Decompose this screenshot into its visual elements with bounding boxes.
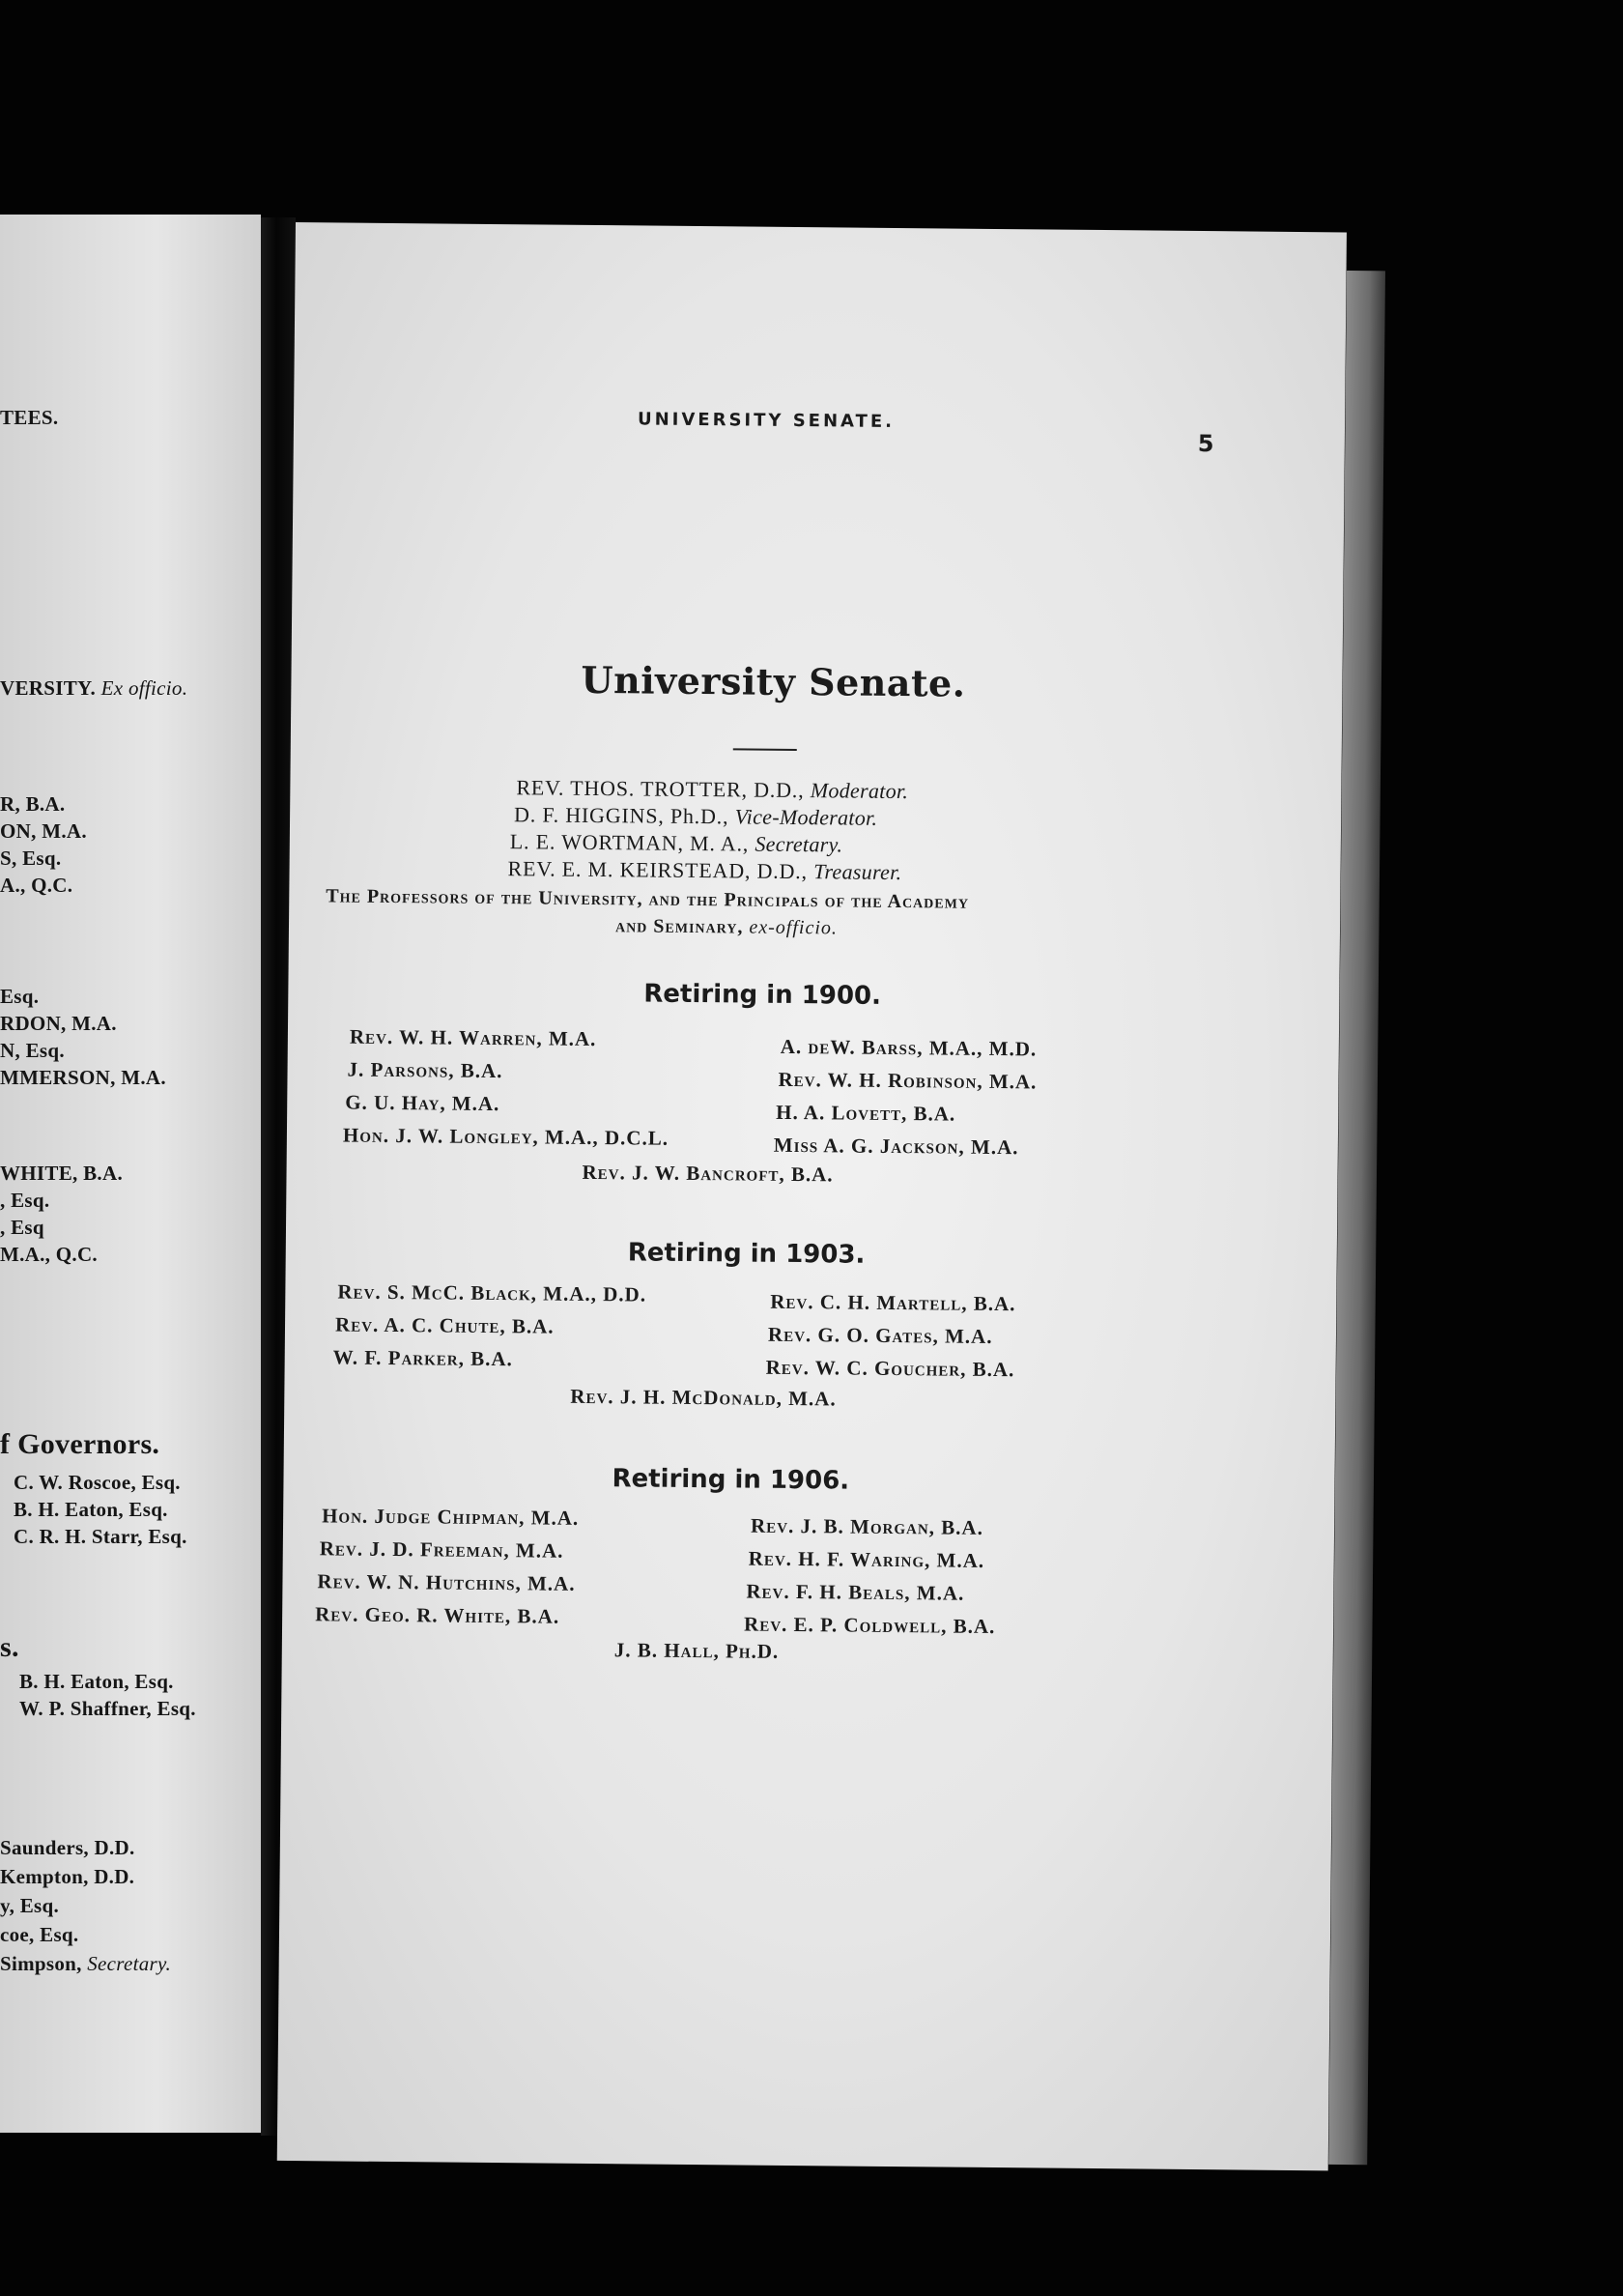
senate-member: H. A. Lovett, B.A. <box>776 1100 956 1126</box>
senate-member: Rev. W. H. Warren, M.A. <box>349 1024 597 1051</box>
ex-officio-line: and Seminary, ex-officio. <box>614 915 839 939</box>
senate-member: Rev. W. H. Robinson, M.A. <box>778 1067 1038 1094</box>
ex-officio-line: The Professors of the University, and the Principals of the Academy <box>326 885 970 913</box>
left-line: R, B.A. <box>0 792 66 816</box>
section-heading: Retiring in 1906. <box>612 1464 850 1496</box>
page-number: 5 <box>1197 429 1214 458</box>
senate-member: A. deW. Barss, M.A., M.D. <box>780 1034 1038 1061</box>
senate-member: W. F. Parker, B.A. <box>332 1345 513 1371</box>
senate-member: Rev. S. McC. Black, M.A., D.D. <box>337 1279 647 1306</box>
senate-member: J. Parsons, B.A. <box>347 1057 503 1083</box>
senate-member: Rev. G. O. Gates, M.A. <box>767 1322 993 1348</box>
senate-member: Rev. C. H. Martell, B.A. <box>770 1289 1016 1316</box>
officer-line: L. E. WORTMAN, M. A., Secretary. <box>509 829 843 857</box>
section-heading: Retiring in 1903. <box>627 1238 866 1270</box>
senate-member: G. U. Hay, M.A. <box>345 1090 500 1116</box>
left-line: A., Q.C. <box>0 874 73 897</box>
title-rule <box>733 748 797 751</box>
left-line: , Esq <box>0 1216 44 1239</box>
senate-member: Rev. J. B. Morgan, B.A. <box>750 1513 984 1539</box>
left-line: Esq. <box>0 985 40 1008</box>
left-line: Simpson, Secretary. <box>0 1952 172 1975</box>
left-line: W. P. Shaffner, Esq. <box>19 1697 196 1720</box>
senate-member: Rev. J. W. Bancroft, B.A. <box>582 1160 834 1187</box>
left-line: RDON, M.A. <box>0 1012 117 1035</box>
left-line: C. R. H. Starr, Esq. <box>14 1525 187 1548</box>
senate-member: Rev. J. D. Freeman, M.A. <box>319 1536 564 1563</box>
running-head: UNIVERSITY SENATE. <box>637 409 896 432</box>
senate-member: Rev. Geo. R. White, B.A. <box>315 1602 560 1628</box>
right-page <box>277 222 1347 2170</box>
section-heading: Retiring in 1900. <box>643 979 882 1011</box>
senate-member: Rev. E. P. Coldwell, B.A. <box>743 1612 996 1639</box>
left-line: B. H. Eaton, Esq. <box>19 1670 174 1693</box>
left-line: C. W. Roscoe, Esq. <box>14 1471 181 1494</box>
senate-member: Rev. H. F. Waring, M.A. <box>748 1546 985 1572</box>
left-line: VERSITY. Ex officio. <box>0 676 188 700</box>
left-line: TEES. <box>0 406 59 429</box>
left-line: ON, M.A. <box>0 819 87 843</box>
left-line: N, Esq. <box>0 1039 65 1062</box>
left-line: Saunders, D.D. <box>0 1836 135 1859</box>
left-line: B. H. Eaton, Esq. <box>14 1498 168 1521</box>
left-line: M.A., Q.C. <box>0 1243 98 1266</box>
left-line: coe, Esq. <box>0 1923 79 1946</box>
left-line: y, Esq. <box>0 1894 60 1917</box>
senate-member: Rev. F. H. Beals, M.A. <box>746 1579 965 1605</box>
page-title: University Senate. <box>581 657 966 705</box>
officer-line: REV. E. M. KEIRSTEAD, D.D., Treasurer. <box>507 856 902 885</box>
officer-line: D. F. HIGGINS, Ph.D., Vice-Moderator. <box>514 802 878 830</box>
senate-member: J. B. Hall, Ph.D. <box>613 1638 780 1663</box>
left-line: S, Esq. <box>0 847 62 870</box>
senate-member: Hon. J. W. Longley, M.A., D.C.L. <box>342 1123 669 1150</box>
senate-member: Hon. Judge Chipman, M.A. <box>322 1504 580 1530</box>
senate-member: Rev. W. C. Goucher, B.A. <box>765 1355 1015 1382</box>
left-line: MMERSON, M.A. <box>0 1066 166 1089</box>
left-line: , Esq. <box>0 1189 50 1212</box>
officer-line: REV. THOS. TROTTER, D.D., Moderator. <box>516 775 909 804</box>
senate-member: Rev. W. N. Hutchins, M.A. <box>317 1569 576 1595</box>
senate-member: Rev. A. C. Chute, B.A. <box>334 1312 555 1338</box>
left-line: Kempton, D.D. <box>0 1865 135 1888</box>
senate-member: Miss A. G. Jackson, M.A. <box>773 1133 1019 1160</box>
left-line: WHITE, B.A. <box>0 1162 123 1185</box>
left-heading: s. <box>0 1631 19 1663</box>
left-page <box>0 215 261 2133</box>
left-heading: f Governors. <box>0 1428 160 1460</box>
senate-member: Rev. J. H. McDonald, M.A. <box>570 1384 837 1411</box>
